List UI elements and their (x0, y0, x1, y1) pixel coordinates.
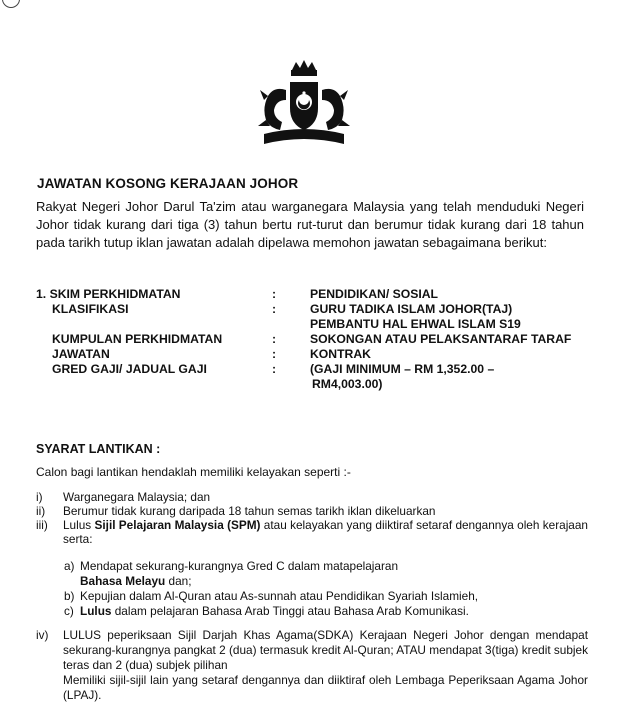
kumpulan-value: SOKONGAN ATAU PELAKSANTARAF TARAF (310, 332, 572, 346)
klasifikasi-value: GURU TADIKA ISLAM JOHOR(TAJ) (310, 302, 513, 316)
skim-details (36, 287, 606, 392)
sub-item-text: Lulus dalam pelajaran Bahasa Arab Tinggi atau Bahasa Arab Komunikasi. (80, 604, 469, 618)
list-item (36, 490, 588, 504)
klasifikasi-colon: : (272, 302, 277, 316)
gred-gaji-row (36, 362, 606, 377)
johor-crest-icon (256, 60, 352, 150)
skim-row (36, 287, 606, 302)
klasifikasi-row (36, 302, 606, 317)
sub-list-item (64, 604, 584, 619)
skim-value: PENDIDIKAN/ SOSIAL (310, 287, 438, 301)
requirement-iv (36, 628, 588, 703)
kumpulan-colon: : (272, 332, 277, 346)
sub-item-number: c) (64, 604, 74, 618)
gred-gaji-label: GRED GAJI/ JADUAL GAJI (52, 362, 207, 376)
list-item-number: iii) (36, 518, 48, 532)
list-item-text: Lulus Sijil Pelajaran Malaysia (SPM) atau kelayakan yang diiktiraf setaraf dengannya oleh kerajaan serta: (63, 518, 588, 546)
list-item (36, 518, 588, 546)
list-item (36, 628, 588, 703)
kumpulan-row (36, 332, 606, 347)
list-item-text: Berumur tidak kurang daripada 18 tahun semas tarikh iklan dikeluarkan (63, 504, 436, 518)
jawatan-colon: : (272, 347, 277, 361)
skim-colon: : (272, 287, 277, 301)
klasifikasi-value-2: PEMBANTU HAL EHWAL ISLAM S19 (310, 317, 521, 331)
syarat-title: SYARAT LANTIKAN : (36, 442, 161, 456)
sub-list-item (64, 589, 584, 604)
jawatan-label: JAWATAN (52, 347, 110, 361)
list-item-text-2: Memiliki sijil-sijil lain yang setaraf dengannya dan diiktiraf oleh Lembaga Peperiksaan Agama Johor (LPAJ). (63, 673, 588, 702)
sub-requirements-list (64, 559, 584, 619)
klasifikasi-row-2 (36, 317, 606, 332)
sub-item-number: a) (64, 559, 75, 573)
copyright-mark (2, 0, 20, 8)
klasifikasi-label: KLASIFIKASI (52, 302, 129, 316)
sub-item-number: b) (64, 589, 75, 603)
list-item-number: ii) (36, 504, 46, 518)
sub-item-text: Kepujian dalam Al-Quran atau As-sunnah atau Pendidikan Syariah Islamieh, (80, 589, 479, 603)
kumpulan-label: KUMPULAN PERKHIDMATAN (52, 332, 223, 346)
sub-item-text: dan; (165, 574, 192, 588)
requirements-list (36, 490, 588, 546)
jawatan-row (36, 347, 606, 362)
sub-list-item (64, 559, 584, 574)
skim-label: 1. SKIM PERKHIDMATAN (36, 287, 181, 301)
syarat-intro: Calon bagi lantikan hendaklah memiliki kelayakan seperti :- (36, 465, 351, 479)
list-item (36, 504, 588, 518)
sub-item-text: Mendapat sekurang-kurangnya Gred C dalam matapelajaran (80, 559, 399, 573)
sub-item-bold: Bahasa Melayu (80, 574, 166, 588)
list-item-number: i) (36, 490, 43, 504)
list-item-text: LULUS peperiksaan Sijil Darjah Khas Agama(SDKA) Kerajaan Negeri Johor dengan mendapat sekurang-kurangnya pangkat 2 (dua) termasuk kredit Al-Quran; ATAU mendapat 3(tiga) kredit subjek teras dan 2 (dua) subjek pilihan (63, 628, 588, 672)
gred-gaji-value-2: RM4,003.00) (312, 377, 383, 391)
gred-gaji-value: (GAJI MINIMUM – RM 1,352.00 – (310, 362, 495, 376)
gred-gaji-row-2 (36, 377, 606, 392)
intro-paragraph: Rakyat Negeri Johor Darul Ta'zim atau warganegara Malaysia yang telah menduduki Negeri Johor tidak kurang dari tiga (3) tahun bertu rut-turut dan berumur tidak kurang dari 18 tahun pada tarikh tutup iklan jawatan adalah dipelawa memohon jawatan sebagaimana berikut: (36, 199, 584, 250)
list-item-number: iv) (36, 628, 49, 642)
sub-list-item-cont (64, 574, 584, 589)
jawatan-value: KONTRAK (310, 347, 371, 361)
page-title: JAWATAN KOSONG KERAJAAN JOHOR (37, 176, 299, 191)
list-item-text: Warganegara Malaysia; dan (63, 490, 211, 504)
gred-gaji-colon: : (272, 362, 277, 376)
